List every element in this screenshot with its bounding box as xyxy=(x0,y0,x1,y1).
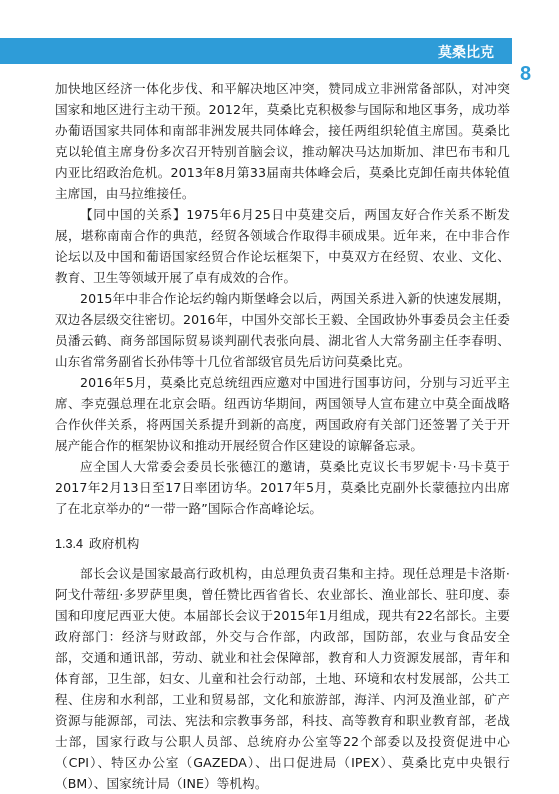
section-heading xyxy=(55,533,510,555)
header-band xyxy=(0,38,512,64)
paragraph-2016-state-visit: 2016年5月，莫桑比克总统纽西应邀对中国进行国事访问，分别与习近平主席、李克强总理在北京会晤。纽西访华期间，两国领导人宣布建立中莫全面战略合作伙伴关系，将两国关系提升到新的高度，两国政府有关部门还签署了关于开展产能合作的框架协议和推动开展经贸合作区建设的谅解备忘录。 xyxy=(55,375,510,453)
running-header-title: 莫桑比克 xyxy=(438,45,494,61)
paragraph-regional-affairs: 加快地区经济一体化步伐、和平解决地区冲突，赞同成立非洲常备部队，对冲突国家和地区进行主动干预。2012年，莫桑比克积极参与国际和地区事务，成功举办葡语国家共同体和南部非洲发展共同体峰会，接任两组织轮值主席国。莫桑比克以轮值主席身份多次召开特别首脑会议，推动解决马达加斯加、津巴布韦和几内亚比绍政治危机。2013年8月第33届南共体峰会后，莫桑比克卸任南共体轮值主席国，由马拉维接任。 xyxy=(55,81,510,201)
paragraph-relations-with-china: 【同中国的关系】1975年6月25日中莫建交后，两国友好合作关系不断发展，堪称南南合作的典范，经贸各领域合作取得丰硕成果。近年来，在中非合作论坛以及中国和葡语国家经贸合作论坛框架下，中莫双方在经贸、农业、文化、教育、卫生等领域开展了卓有成效的合作。 xyxy=(55,207,510,285)
section-title: 政府机构 xyxy=(89,536,140,551)
section-number: 1.3.4 xyxy=(55,537,84,551)
paragraph-2017-visits: 应全国人大常委会委员长张德江的邀请，莫桑比克议长韦罗妮卡·马卡莫于2017年2月13日至17日率团访华。2017年5月，莫桑比克副外长蒙德拉内出席了在北京举办的“一带一路”国际合作高峰论坛。 xyxy=(55,459,510,516)
page-body xyxy=(55,78,510,794)
paragraph-2015-summit: 2015年中非合作论坛约翰内斯堡峰会以后，两国关系进入新的快速发展期，双边各层级交往密切。2016年，中国外交部长王毅、全国政协外事委员会主任委员潘云鹤、商务部国际贸易谈判副代表张向晨、湖北省人大常务副主任李春明、山东省常务副省长孙伟等十几位省部级官员先后访问莫桑比克。 xyxy=(55,291,510,369)
page-number: 8 xyxy=(520,63,532,85)
paragraph-government-bodies: 部长会议是国家最高行政机构，由总理负责召集和主持。现任总理是卡洛斯·阿戈什蒂纽·多罗萨里奥，曾任赞比西省省长、农业部长、渔业部长、驻印度、泰国和印度尼西亚大使。本届部长会议于2015年1月组成，现共有22名部长。主要政府部门：经济与财政部，外交与合作部，内政部，国防部，农业与食品安全部，交通和通讯部，劳动、就业和社会保障部，教育和人力资源发展部，青年和体育部，卫生部，妇女、儿童和社会行动部，土地、环境和农村发展部，公共工程、住房和水利部，工业和贸易部，文化和旅游部，海洋、内河及渔业部，矿产资源与能源部，司法、宪法和宗教事务部，科技、高等教育和职业教育部，老战士部，国家行政与公职人员部、总统府办公室等22个部委以及投资促进中心（CPI）、特区办公室（GAZEDA）、出口促进局（IPEX）、莫桑比克中央银行（BM）、国家统计局（INE）等机构。 xyxy=(55,566,510,791)
